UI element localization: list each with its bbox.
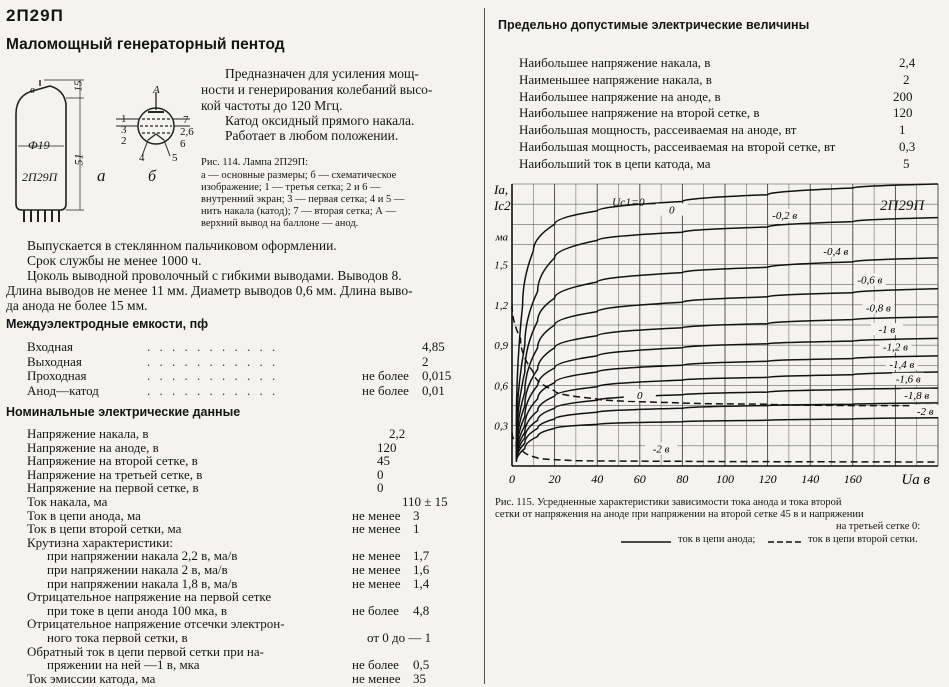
nominal-row-label: Отрицательное напряжение отсечки электрон- — [27, 616, 285, 632]
curve-label: 0 — [637, 389, 643, 402]
fig114-caption-4: внутренний экран; 3 — первая сетка; 4 и 5 — — [201, 194, 405, 205]
x-tick-label: 40 — [591, 472, 604, 486]
capacitances-row-leader: . . . . . . . . . . . — [147, 382, 279, 398]
curve-label: -1,2 в — [882, 341, 908, 354]
nominal-row-qualifier: не менее — [352, 507, 401, 523]
limits-row-value: 1 — [899, 122, 906, 138]
nominal-row-label: Крутизна характеристики: — [27, 534, 173, 550]
capacitances-heading: Междуэлектродные емкости, пф — [6, 317, 209, 331]
nominal-row-value: 1 — [413, 521, 420, 537]
y-axis-label-2: Ic2 — [494, 198, 511, 213]
pin-label-6: 6 — [180, 138, 186, 150]
limits-row-value: 120 — [893, 105, 913, 121]
pin-label-1: 1 — [121, 113, 127, 125]
nominal-row-label: при напряжении накала 1,8 в, ма/в — [47, 575, 238, 591]
capacitances-row-leader: . . . . . . . . . . . — [147, 368, 279, 383]
capacitances-row-value: 4,85 — [422, 339, 445, 354]
capacitances-row-leader: . . . . . . . . . . . — [147, 353, 279, 369]
limits-row-label: Наибольшая мощность, рассеиваемая на аноде, вт — [519, 122, 797, 138]
nominal-row-qualifier: не менее — [352, 575, 401, 591]
nominal-row-qualifier: не более — [352, 602, 399, 618]
purpose-line-2: ности и генерирования колебаний высо- — [201, 82, 433, 97]
figure-letter-b: б — [148, 168, 157, 185]
pin-label-2-6: 2,6 — [180, 126, 194, 138]
fig115-caption-2: сетки от напряжения на аноде при напряжении на второй сетке 45 в и напряжении — [495, 509, 864, 520]
curve-label: -0,4 в — [823, 246, 849, 259]
chart-title: 2П29П — [880, 198, 925, 214]
x-tick-label: 140 — [801, 472, 820, 486]
column-divider — [484, 8, 485, 684]
legend-anode-text: ток в цепи анода; — [678, 534, 756, 545]
nominal-row-qualifier: не менее — [352, 521, 401, 537]
tube-body-label: 2П29П — [22, 170, 58, 184]
limits-row-value: 2,4 — [899, 55, 916, 70]
curve-label: -0,6 в — [857, 274, 883, 287]
nominal-row-label: при токе в цепи анода 100 мка, в — [47, 602, 227, 618]
anode-current-curve — [516, 388, 938, 459]
nominal-row-qualifier: не менее — [352, 670, 401, 686]
y-tick-label: 0,3 — [494, 420, 508, 433]
legend-screen-text: ток в цепи второй сетки. — [808, 534, 918, 545]
purpose-line-3: кой частоты до 120 Мгц. — [201, 98, 343, 113]
nominal-row-value: 45 — [377, 453, 390, 469]
nominal-row-label: Напряжение на третьей сетке, в — [27, 466, 203, 482]
anode-current-curve — [516, 418, 938, 462]
nominal-row-qualifier: не менее — [352, 562, 401, 577]
chart-param-label: Uc1=0 — [612, 197, 645, 209]
anode-characteristics-chart — [490, 176, 945, 494]
nominal-row-value: 0 — [377, 466, 384, 482]
nominal-row-label: Ток в цепи второй сетки, ма — [27, 521, 182, 537]
capacitances-row-qualifier: не более — [362, 382, 409, 398]
limits-row — [519, 105, 939, 120]
fig114-caption-3: изображение; 1 — третья сетка; 2 и 6 — — [201, 182, 381, 193]
y-tick-label: 0,9 — [494, 340, 508, 353]
dim-label-15: 15 — [72, 80, 85, 92]
nominal-row-label: при напряжении накала 2 в, ма/в — [47, 562, 228, 577]
nominal-row-value: 1,7 — [413, 548, 430, 564]
curve-label: -0,2 в — [772, 209, 798, 222]
x-tick-label: 100 — [716, 472, 734, 486]
dim-label-51: 51 — [71, 153, 86, 166]
nominal-row-label: Ток накала, ма — [27, 494, 108, 509]
nominal-row-label: пряжении на ней —1 в, мка — [47, 657, 200, 673]
capacitances-row-label: Проходная — [27, 368, 87, 383]
limits-row — [519, 139, 939, 154]
x-tick-label: 120 — [758, 472, 777, 486]
capacitances-row-label: Выходная — [27, 353, 82, 369]
pin-label-3: 3 — [121, 124, 127, 136]
page-title: Маломощный генераторный пентод — [6, 36, 285, 53]
limits-row — [519, 89, 939, 104]
x-tick-label: 80 — [676, 472, 689, 486]
x-tick-label: 20 — [548, 472, 561, 486]
description-line-4: Длина выводов не менее 11 мм. Диаметр выводов 0,6 мм. Длина выво- — [6, 283, 413, 298]
limits-row-label: Наибольшее напряжение на второй сетке, в — [519, 105, 760, 121]
figure-letter-a: а — [97, 166, 106, 185]
nominal-row-label: Напряжение на второй сетке, в — [27, 453, 198, 469]
anode-current-curve — [516, 403, 938, 461]
nominal-row-qualifier: не менее — [352, 548, 401, 564]
fig114-caption-1: Рис. 114. Лампа 2П29П: — [201, 157, 309, 168]
nominal-row-label: Ток эмиссии катода, ма — [27, 670, 156, 686]
y-axis-label: Ia, — [494, 182, 509, 197]
curve-label: -0,8 в — [865, 302, 891, 315]
capacitances-row — [27, 383, 457, 398]
capacitances-row — [27, 368, 457, 383]
y-tick-label: ма — [495, 231, 508, 244]
schematic-anode-label: А — [153, 84, 160, 96]
limits-row-value: 0,3 — [899, 139, 916, 154]
nominal-row-value: 1,4 — [413, 575, 430, 591]
nominal-row-label: Напряжение накала, в — [27, 426, 149, 441]
limits-row-value: 2 — [903, 71, 910, 87]
fig114-caption-2: а — основные размеры; б — схематическое — [201, 170, 397, 181]
y-tick-label: 1,5 — [494, 259, 508, 272]
nominal-row-value: 1,6 — [413, 562, 430, 577]
purpose-line-1: Предназначен для усиления мощ- — [225, 66, 419, 81]
curve-label: -2 в — [916, 405, 934, 418]
nominal-row-value: 4,8 — [413, 602, 430, 618]
nominal-row-value: 0 — [377, 480, 384, 496]
limits-row — [519, 72, 939, 87]
y-tick-label: 1,2 — [494, 299, 508, 312]
nominal-row-value: 0,5 — [413, 657, 430, 673]
capacitances-row-value: 2 — [422, 353, 429, 369]
pin-label-2: 2 — [121, 135, 127, 147]
nominal-heading: Номинальные электрические данные — [6, 405, 241, 419]
limits-row — [519, 156, 939, 171]
limits-row-value: 200 — [893, 88, 913, 104]
nominal-row-label: Напряжение на первой сетке, в — [27, 480, 199, 496]
fig115-caption-3: на третьей сетке 0: — [836, 521, 921, 532]
curve-label: -1,6 в — [895, 373, 921, 386]
capacitances-row-value: 0,015 — [422, 368, 452, 383]
nominal-row-value: 35 — [413, 670, 426, 686]
pin-label-7: 7 — [183, 114, 189, 126]
nominal-row-value: 120 — [377, 439, 397, 455]
fig115-caption-1: Рис. 115. Усредненные характеристики зависимости тока анода и тока второй — [495, 497, 842, 508]
x-tick-label: 0 — [509, 472, 515, 486]
nominal-row-label: ного тока первой сетки, в — [47, 630, 188, 645]
capacitances-row-value: 0,01 — [422, 382, 445, 398]
limits-row-label: Наибольшее напряжение накала, в — [519, 55, 711, 70]
fig114-caption-5: нить накала (катод); 7 — вторая сетка; А — — [201, 206, 396, 217]
curve-label: -1,4 в — [889, 358, 915, 371]
description-line-5: да анода не более 15 мм. — [6, 298, 148, 313]
limits-row-label: Наименьшее напряжение накала, в — [519, 71, 712, 87]
capacitances-row-label: Анод—катод — [27, 382, 99, 398]
y-tick-label: 0,6 — [494, 380, 508, 393]
nominal-row-value: 3 — [413, 507, 420, 523]
description-line-1: Выпускается в стеклянном пальчиковом оформлении. — [27, 238, 337, 253]
pin-label-5: 5 — [172, 152, 178, 164]
anode-current-curve — [516, 317, 938, 453]
nominal-row-value: 2,2 — [389, 426, 406, 441]
nominal-row-label: Обратный ток в цепи первой сетки при на- — [27, 643, 264, 659]
dim-label-top-lead: в — [30, 84, 35, 96]
limits-heading: Предельно допустимые электрические величины — [498, 18, 810, 32]
legend-dashed-line — [768, 538, 804, 546]
curve-label: -2 в — [652, 443, 670, 456]
limits-row-label: Наибольшая мощность, рассеиваемая на второй сетке, вт — [519, 139, 836, 154]
limits-row-value: 5 — [903, 155, 910, 171]
capacitances-row — [27, 339, 457, 354]
x-axis-label: Ua в — [901, 472, 930, 488]
purpose-line-4: Катод оксидный прямого накала. — [225, 113, 415, 128]
tube-code: 2П29П — [6, 6, 64, 25]
x-tick-label: 60 — [633, 472, 646, 486]
nominal-row-label: при напряжении накала 2,2 в, ма/в — [47, 548, 238, 564]
capacitances-row — [27, 354, 457, 369]
nominal-row-label: Напряжение на аноде, в — [27, 439, 159, 455]
curve-label: -1 в — [878, 324, 896, 337]
description-line-3: Цоколь выводной проволочный с гибкими выводами. Выводов 8. — [27, 268, 402, 283]
limits-row — [519, 55, 939, 70]
x-tick-label: 160 — [843, 472, 862, 486]
limits-row — [519, 122, 939, 137]
fig114-caption-6: верхний вывод на баллоне — анод. — [201, 218, 359, 229]
curve-label: 0 — [669, 204, 675, 217]
limits-row-label: Наибольший ток в цепи катода, ма — [519, 155, 711, 171]
curve-label: -1,8 в — [904, 389, 930, 402]
description-line-2: Срок службы не менее 1000 ч. — [27, 253, 202, 268]
nominal-row-qualifier: не более — [352, 657, 399, 673]
capacitances-row-label: Входная — [27, 339, 73, 354]
capacitances-row-leader: . . . . . . . . . . . — [147, 339, 279, 354]
dim-label-diameter: Ф19 — [28, 138, 50, 152]
nominal-row-label: Отрицательное напряжение на первой сетке — [27, 589, 272, 605]
nominal-row-value: от 0 до — 1 — [367, 630, 432, 645]
nominal-row-value: 110 ± 15 — [402, 494, 448, 509]
pin-label-4: 4 — [139, 152, 145, 164]
purpose-line-5: Работает в любом положении. — [225, 128, 399, 143]
capacitances-row-qualifier: не более — [362, 368, 409, 383]
nominal-row-label: Ток в цепи анода, ма — [27, 507, 141, 523]
legend-solid-line — [621, 538, 673, 546]
limits-row-label: Наибольшее напряжение на аноде, в — [519, 88, 721, 104]
anode-current-curve — [516, 372, 938, 458]
